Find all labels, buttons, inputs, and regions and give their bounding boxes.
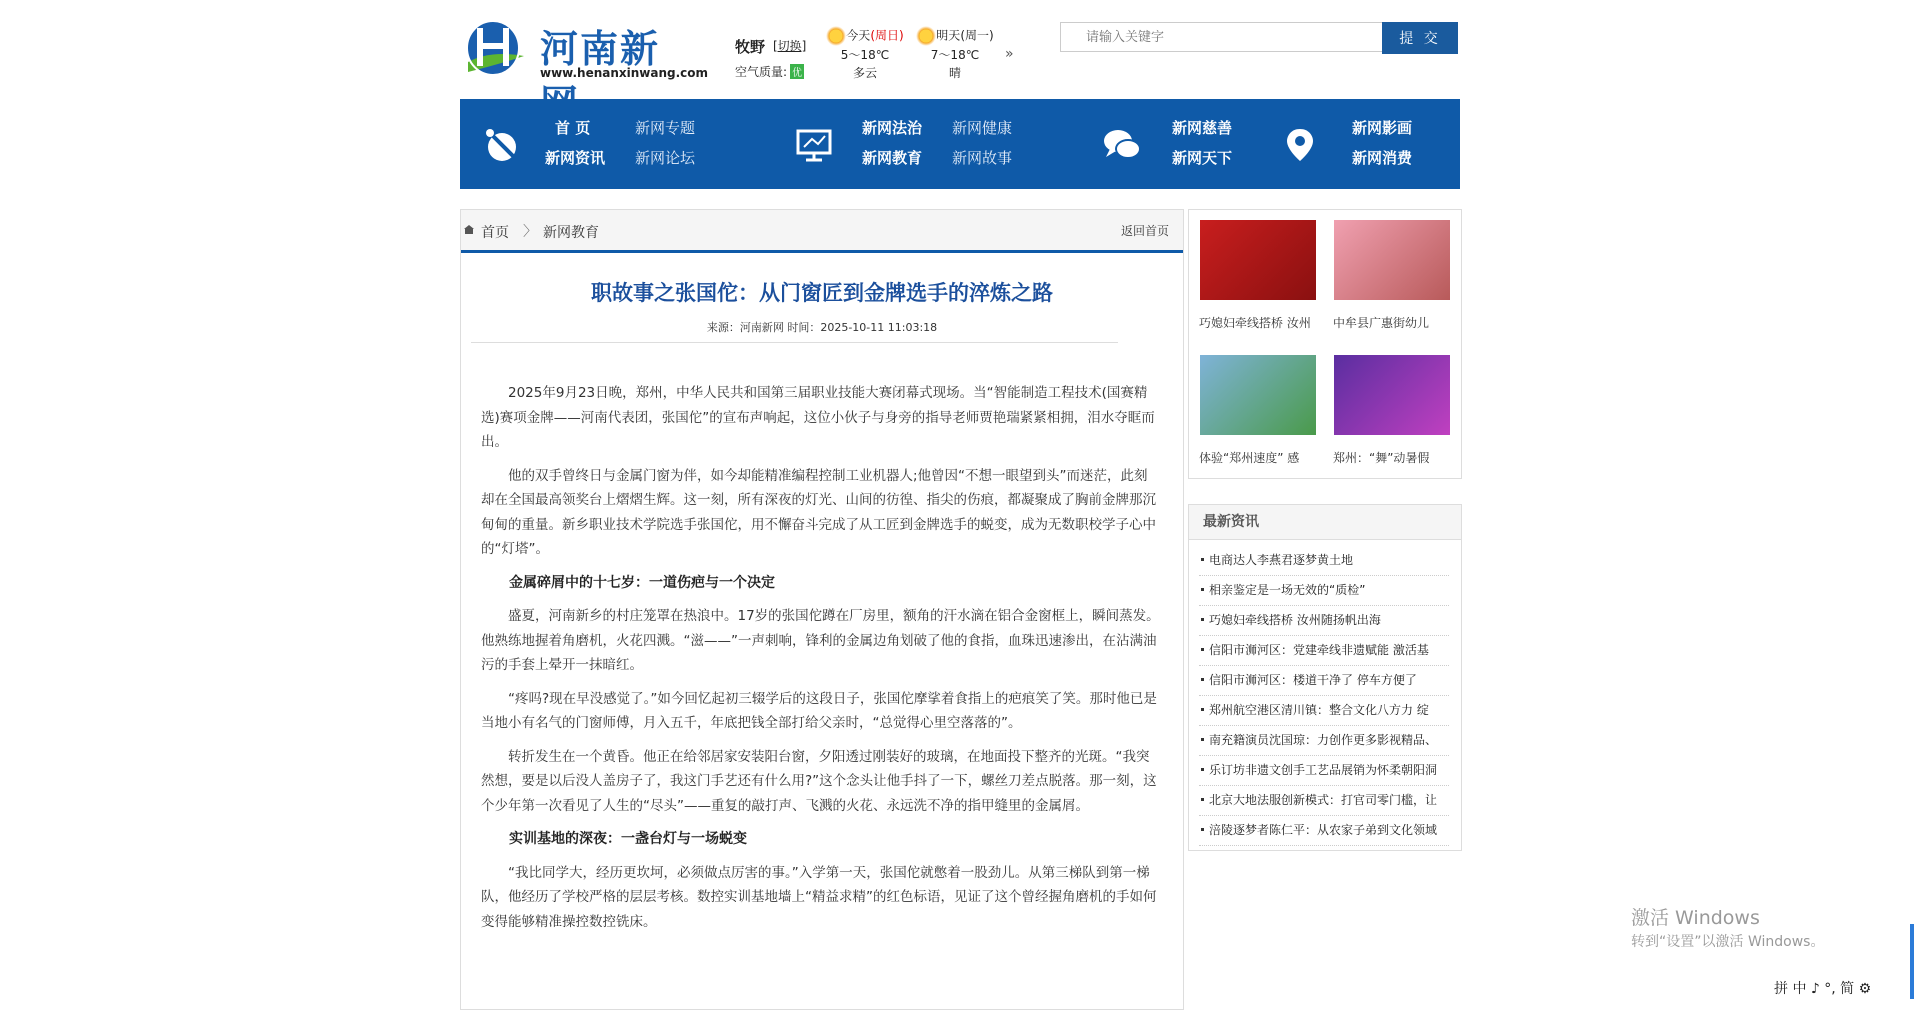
day-weekday: (周日) (870, 28, 904, 43)
article-subheading: 实训基地的深夜：一盏台灯与一场蜕变 (509, 831, 747, 847)
day-weekday: (周一) (960, 28, 994, 43)
nav-home[interactable]: 首 页 (555, 119, 591, 137)
day-temp: 5～18℃ (840, 48, 890, 62)
nav-forum[interactable]: 新网论坛 (635, 149, 696, 167)
article-paragraph: “我比同学大，经历更坎坷，必须做点厉害的事。”入学第一天，张国佗就憋着一股劲儿。从第三梯队到第一梯队，他经历了学校严格的层层考核。数控实训基地墙上“精益求精”的红色标语，见证了这个曾经握角磨机的手如何变得能够精准操控数控铣床。 (481, 864, 1157, 930)
news-item[interactable] (1199, 696, 1449, 726)
article-paragraph: 盛夏，河南新乡的村庄笼罩在热浪中。17岁的张国佗蹲在厂房里，额角的汗水滴在铝合金窗框上，瞬间蒸发。他熟练地握着角磨机，火花四溅。“滋——”一声刺响，锋利的金属边角划破了他的食指，血珠迅速渗出，在沾满油污的手套上晕开一抹暗红。 (481, 608, 1160, 673)
day-desc: 晴 (948, 66, 961, 80)
nav-images[interactable]: 新网影画 (1352, 119, 1413, 137)
bullet-icon (1201, 738, 1204, 741)
nav-news[interactable]: 新网资讯 (545, 149, 606, 167)
bullet-icon (1201, 798, 1204, 801)
bullet-icon (1201, 648, 1204, 651)
article-panel (460, 209, 1184, 1010)
photo-item[interactable] (1333, 355, 1451, 466)
news-item[interactable] (1199, 756, 1449, 786)
latest-news-box (1188, 504, 1462, 851)
news-item-link[interactable]: 乐订坊非遗文创手工艺品展销为怀柔朝阳洞 (1209, 763, 1438, 777)
nav-consumer[interactable]: 新网消费 (1352, 149, 1413, 167)
weather-tomorrow (915, 26, 995, 82)
nav-group-1 (460, 99, 770, 189)
photo-caption[interactable]: 中牟县广惠街幼儿 (1333, 316, 1430, 330)
nav-group-3 (1080, 99, 1260, 189)
air-quality-label: 空气质量: (735, 65, 788, 79)
sunny-icon (916, 26, 936, 46)
day-temp: 7～18℃ (930, 48, 980, 62)
nav-stories[interactable]: 新网故事 (952, 149, 1013, 167)
windows-activation-subtitle: 转到“设置”以激活 Windows。 (1631, 934, 1825, 950)
site-logo[interactable] (460, 16, 709, 82)
news-item-link[interactable]: 相亲鉴定是一场无效的“质检” (1209, 583, 1366, 597)
air-quality (735, 63, 804, 80)
news-item-link[interactable]: 电商达人李燕君逐梦黄土地 (1209, 553, 1354, 567)
photo-thumbnail[interactable] (1200, 220, 1316, 300)
bullet-icon (1201, 708, 1204, 711)
home-icon (464, 225, 474, 234)
air-quality-badge: 优 (790, 64, 804, 79)
nav-group-4 (1260, 99, 1460, 189)
bullet-icon (1201, 558, 1204, 561)
news-item-link[interactable]: 北京大地法服创新模式：打官司零门槛，让 (1209, 793, 1438, 807)
photo-thumbnail[interactable] (1334, 355, 1450, 435)
city-switch-link[interactable]: [切换] (773, 39, 807, 53)
ime-toolbar[interactable]: 拼 中 ♪ °, 简 ⚙ (1774, 978, 1871, 999)
news-item-link[interactable]: 郑州航空港区清川镇：整合文化八方力 绽 (1209, 703, 1429, 717)
latest-news-title: 最新资讯 (1189, 505, 1461, 540)
nav-world[interactable]: 新网天下 (1172, 149, 1233, 167)
main-nav (460, 99, 1460, 189)
logo-url: www.henanxinwang.com (540, 66, 709, 80)
news-item-link[interactable]: 涪陵逐梦者陈仁平：从农家子弟到文化领域 (1209, 823, 1438, 837)
nav-education[interactable]: 新网教育 (862, 149, 923, 167)
bullet-icon (1201, 618, 1204, 621)
photo-thumbnail[interactable] (1334, 220, 1450, 300)
search-bar (1060, 22, 1458, 54)
article-paragraph: 转折发生在一个黄昏。他正在给邻居家安装阳台窗，夕阳透过刚装好的玻璃，在地面投下整齐的光斑。“我突然想，要是以后没人盖房子了，我这门手艺还有什么用?”这个念头让他手抖了一下，螺丝刀差点脱落。那一刻，这个少年第一次看见了人生的“尽头”——重复的敲打声、飞溅的火花、永远洗不净的指甲缝里的金属屑。 (481, 748, 1157, 814)
article-paragraph: “疼吗?现在早没感觉了。”如今回忆起初三辍学后的这段日子，张国佗摩挲着食指上的疤痕笑了笑。那时他已是当地小有名气的门窗师傅，月入五千，年底把钱全部打给父亲时，“总觉得心里空落落的”。 (481, 690, 1157, 731)
photo-item[interactable] (1199, 220, 1317, 331)
news-item[interactable] (1199, 606, 1449, 636)
latest-news-list (1189, 540, 1461, 846)
photo-grid (1188, 209, 1462, 479)
news-item[interactable] (1199, 726, 1449, 756)
search-submit-button[interactable]: 提 交 (1382, 22, 1458, 54)
breadcrumb-current[interactable]: 新网教育 (543, 225, 599, 241)
news-item[interactable] (1199, 666, 1449, 696)
photo-item[interactable] (1333, 220, 1451, 331)
bullet-icon (1201, 588, 1204, 591)
photo-item[interactable] (1199, 355, 1317, 466)
nav-group-2 (770, 99, 1080, 189)
back-home-link[interactable]: 返回首页 (1120, 224, 1169, 238)
weather-city: 牧野 (735, 38, 766, 56)
article-paragraph: 他的双手曾终日与金属门窗为伴，如今却能精准编程控制工业机器人;他曾因“不想一眼望到头”而迷茫，此刻却在全国最高领奖台上熠熠生辉。这一刻，所有深夜的灯光、山间的彷徨、指尖的伤痕，都凝聚成了胸前金牌那沉甸甸的重量。新乡职业技术学院选手张国佗，用不懈奋斗完成了从工匠到金牌选手的蜕变，成为无数职校学子心中的“灯塔”。 (481, 467, 1156, 557)
news-item[interactable] (1199, 636, 1449, 666)
chat-bubbles-icon (1102, 125, 1142, 165)
news-item[interactable] (1199, 546, 1449, 576)
news-item[interactable] (1199, 786, 1449, 816)
nav-law[interactable]: 新网法治 (862, 119, 923, 137)
scrollbar-edge[interactable] (1910, 924, 1914, 999)
satellite-dish-icon (482, 125, 522, 165)
breadcrumb-home-link[interactable]: 首页 (481, 225, 509, 241)
weather-more-icon[interactable]: » (1005, 46, 1014, 62)
photo-caption[interactable]: 巧媳妇牵线搭桥 汝州 (1199, 316, 1311, 330)
weather-today (825, 26, 905, 82)
bullet-icon (1201, 678, 1204, 681)
bullet-icon (1201, 828, 1204, 831)
nav-health[interactable]: 新网健康 (952, 119, 1013, 137)
breadcrumb-separator: 〉 (523, 224, 537, 240)
photo-thumbnail[interactable] (1200, 355, 1316, 435)
photo-caption[interactable]: 郑州：“舞”动暑假 (1333, 451, 1430, 465)
day-desc: 多云 (852, 66, 877, 80)
day-label: 明天 (936, 28, 961, 43)
article-title: 职故事之张国佗：从门窗匠到金牌选手的淬炼之路 (591, 280, 1053, 305)
news-item-link[interactable]: 南充籍演员沈国琼：力创作更多影视精品、 (1209, 733, 1438, 747)
news-item-link[interactable]: 信阳市浉河区：党建牵线非遗赋能 激活基 (1209, 643, 1429, 657)
nav-charity[interactable]: 新网慈善 (1172, 119, 1233, 137)
photo-caption[interactable]: 体验“郑州速度” 感 (1199, 451, 1300, 465)
meta-divider (471, 342, 1118, 343)
windows-activation-title: 激活 Windows (1631, 907, 1760, 929)
news-item[interactable] (1199, 576, 1449, 606)
search-input[interactable] (1060, 22, 1390, 52)
partly-cloudy-icon (826, 26, 846, 46)
news-item-link[interactable]: 巧媳妇牵线搭桥 汝州随扬帆出海 (1209, 613, 1381, 627)
location-pin-icon (1280, 125, 1320, 165)
article-subheading: 金属碎屑中的十七岁：一道伤疤与一个决定 (509, 574, 775, 591)
article-paragraph: 2025年9月23日晚，郑州，中华人民共和国第三届职业技能大赛闭幕式现场。当“智能制造工程技术(国赛精选)赛项金牌——河南代表团，张国佗”的宣布声响起，这位小伙子与身旁的指导老师贾艳瑞紧紧相拥，泪水夺眶而出。 (481, 385, 1155, 450)
article-body (481, 381, 1161, 943)
news-item[interactable] (1199, 816, 1449, 846)
nav-topics[interactable]: 新网专题 (635, 119, 696, 137)
news-item-link[interactable]: 信阳市浉河区：楼道干净了 停车方便了 (1209, 673, 1417, 687)
bullet-icon (1201, 768, 1204, 771)
breadcrumb (461, 209, 1183, 253)
monitor-icon (794, 125, 834, 165)
article-meta: 来源：河南新网 时间：2025-10-11 11:03:18 (706, 321, 938, 334)
logo-text: 河南新 (540, 26, 661, 71)
logo-mark-icon (460, 16, 530, 80)
weather-widget (735, 26, 1014, 92)
day-label: 今天 (846, 28, 871, 43)
